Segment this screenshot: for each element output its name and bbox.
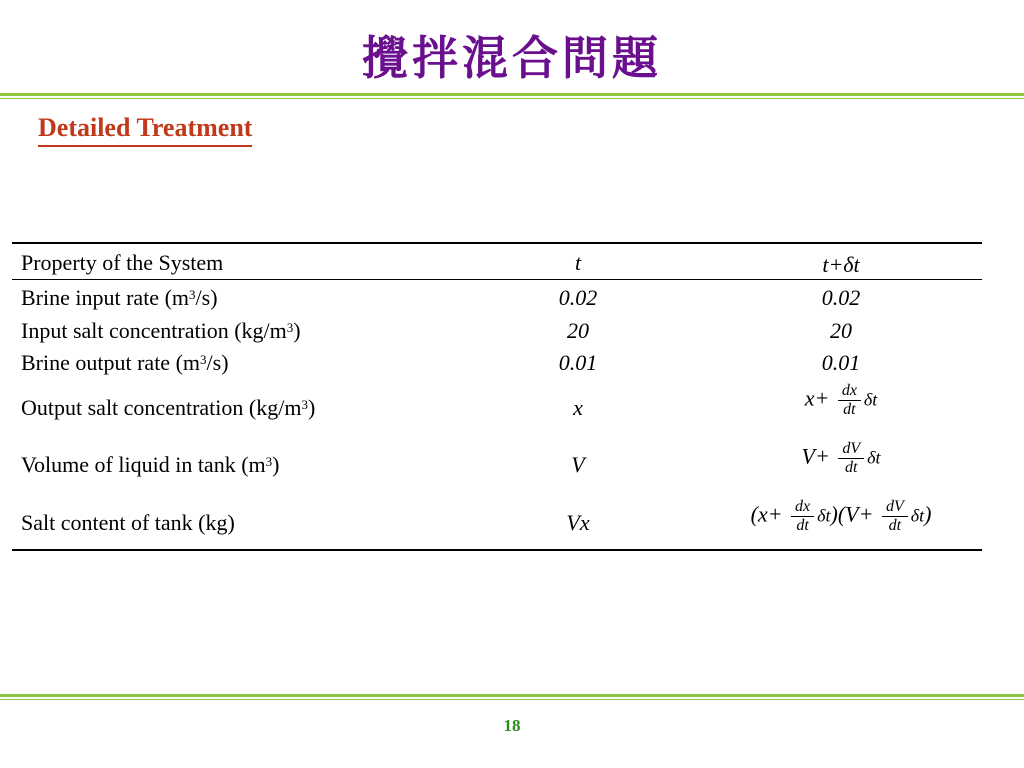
row-value-t: 20 — [567, 318, 589, 343]
top-divider-thin — [0, 98, 1024, 99]
section-subheading: Detailed Treatment — [38, 113, 252, 147]
header-t: t — [574, 250, 582, 275]
row-value-t-dt: (x+ $\frac{dx}{dt}$ δt)(V+ $\frac{dV}{dt}$ δt) — [750, 498, 932, 534]
row-label: Volume of liquid in tank $(m^3)$ — [21, 452, 280, 477]
row-value-t-dt: 0.02 — [821, 285, 861, 310]
row-value-t-dt: 0.01 — [821, 350, 861, 375]
row-value-t-dt: V+ $\frac{dV}{dt}$ δt — [801, 440, 881, 476]
row-label: Brine input rate $(m^3/s)$ — [21, 285, 218, 310]
table-bottom-rule — [12, 549, 982, 551]
derivative-fraction: $\frac{dx}{dt}$ — [838, 382, 861, 419]
row-value-t: V — [571, 452, 585, 477]
row-value-t: x — [573, 395, 583, 420]
row-label: Salt content of tank (kg) — [21, 510, 235, 535]
top-divider-thick — [0, 93, 1024, 96]
bottom-divider-thin — [0, 699, 1024, 700]
table-header-rule — [12, 279, 982, 280]
derivative-fraction: $\frac{dx}{dt}$ — [791, 498, 814, 535]
row-value-t-dt: 20 — [830, 318, 852, 343]
row-value-t: 0.02 — [558, 285, 598, 310]
bottom-divider-thick — [0, 694, 1024, 697]
derivative-fraction: $\frac{dV}{dt}$ — [838, 440, 864, 477]
header-property: Property of the System — [21, 250, 224, 275]
row-label: Input salt concentration $(kg/m^3)$ — [21, 318, 301, 343]
row-label: Brine output rate $(m^3/s)$ — [21, 350, 229, 375]
slide-title: 攪拌混合問題 — [362, 31, 662, 85]
derivative-fraction: $\frac{dV}{dt}$ — [882, 498, 908, 535]
page-number: 18 — [503, 716, 521, 735]
table-top-rule — [12, 242, 982, 244]
row-value-t: 0.01 — [558, 350, 598, 375]
row-value-t-dt: x+ $\frac{dx}{dt}$ δt — [804, 382, 878, 418]
header-t-delta-t: t+δt — [822, 252, 860, 277]
row-label: Output salt concentration $(kg/m^3)$ — [21, 395, 316, 420]
row-value-t: Vx — [566, 510, 590, 535]
